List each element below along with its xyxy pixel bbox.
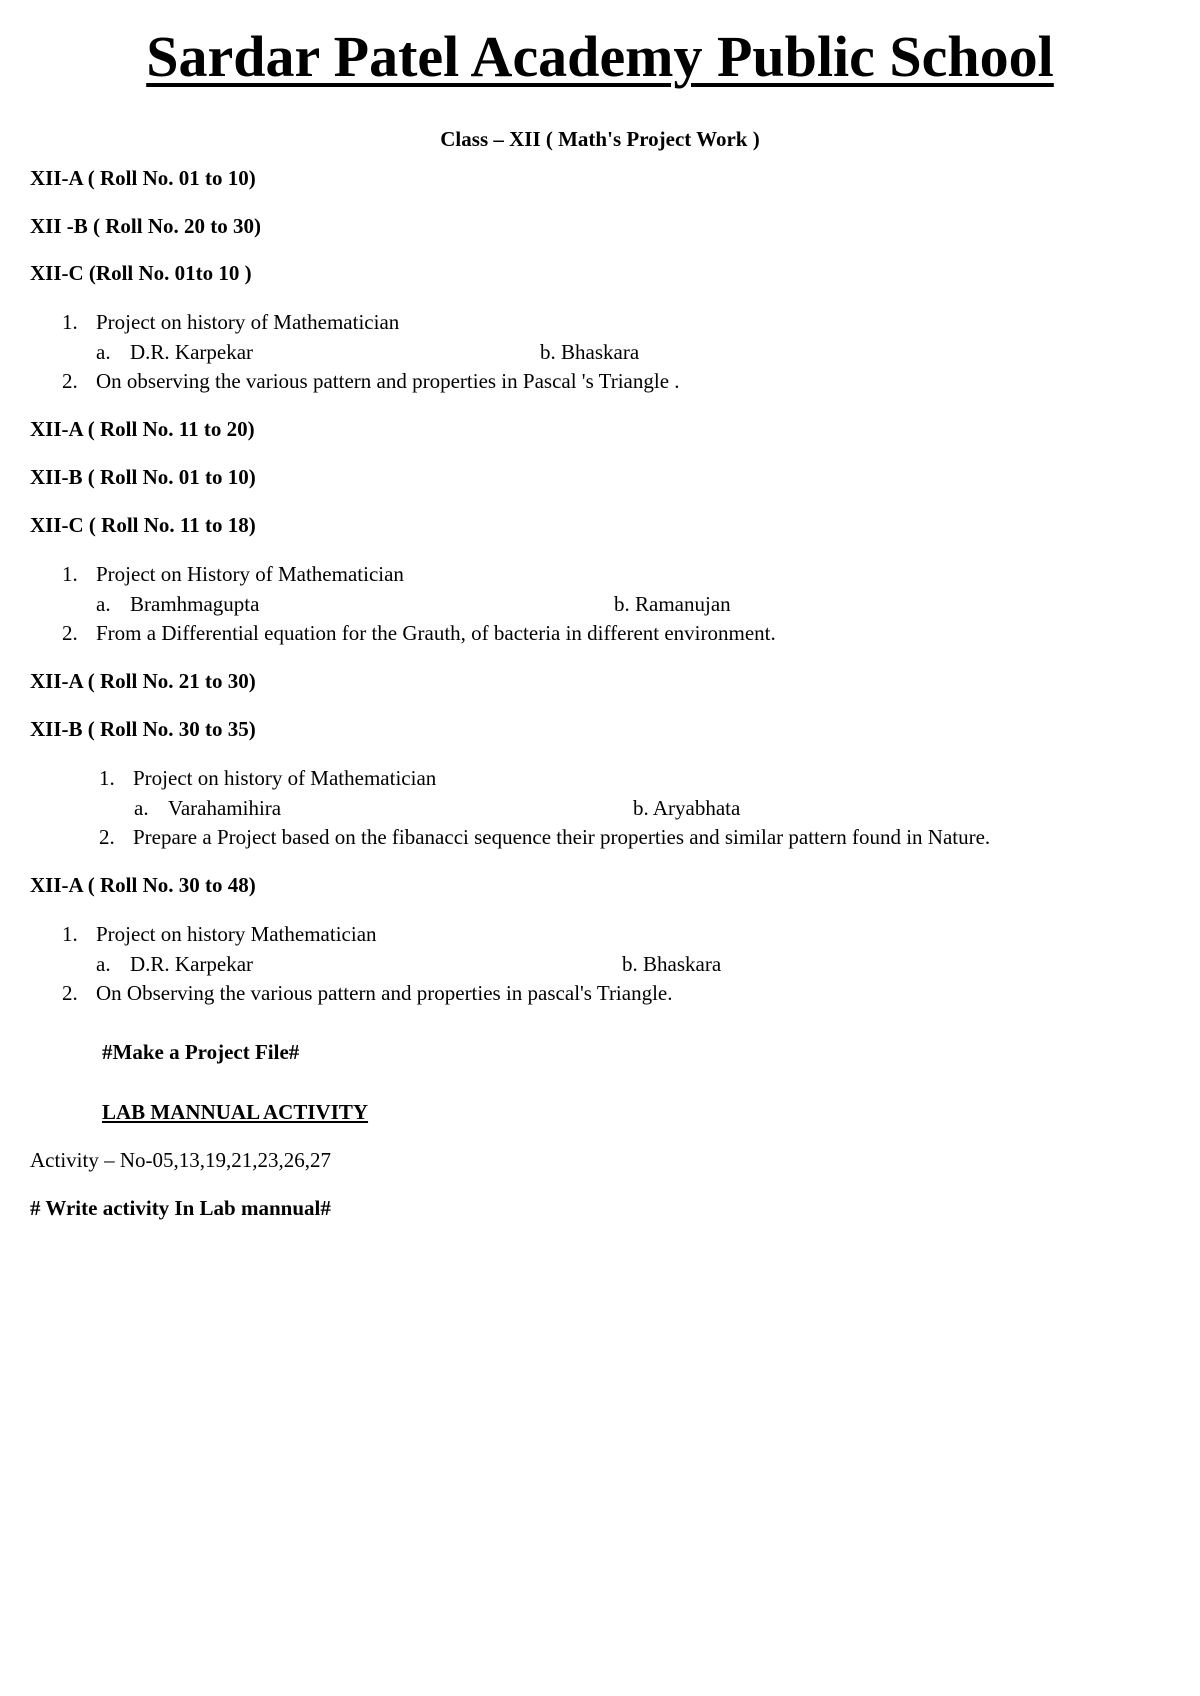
sub-item-letter: a.: [96, 592, 111, 616]
item-number: 2.: [99, 825, 115, 849]
group-heading: XII -B ( Roll No. 20 to 30): [30, 214, 261, 238]
group-heading: XII-B ( Roll No. 30 to 35): [30, 717, 256, 741]
list-item: [62, 310, 399, 335]
sub-item-b: b. Bhaskara: [540, 340, 640, 364]
item-text: On observing the various pattern and properties in Pascal 's Triangle .: [96, 369, 680, 393]
list-item: [62, 369, 680, 394]
item-text: Prepare a Project based on the fibanacci sequence their properties and similar pattern found in Nature.: [133, 825, 991, 849]
group-heading: XII-C ( Roll No. 11 to 18): [30, 513, 256, 537]
group-heading: XII-C (Roll No. 01to 10 ): [30, 261, 252, 285]
sub-item-a: [96, 592, 259, 617]
sub-item-text: D.R. Karpekar: [130, 952, 254, 976]
sub-item-text: Bramhmagupta: [130, 592, 260, 616]
group-heading: XII-A ( Roll No. 21 to 30): [30, 669, 256, 693]
sub-item-letter: a.: [96, 340, 111, 364]
group-heading: XII-A ( Roll No. 01 to 10): [30, 166, 256, 190]
group-heading: XII-A ( Roll No. 11 to 20): [30, 417, 255, 441]
item-number: 2.: [62, 369, 78, 393]
sub-item-letter: a.: [96, 952, 111, 976]
sub-item-b: b. Ramanujan: [614, 592, 731, 616]
item-number: 1.: [62, 922, 78, 946]
item-number: 2.: [62, 981, 78, 1005]
list-item: [62, 562, 404, 587]
page-subtitle: Class – XII ( Math's Project Work ): [440, 127, 760, 151]
list-item: [62, 621, 776, 646]
sub-item-a: [96, 340, 253, 365]
list-item: [99, 766, 436, 791]
sub-item-a: [134, 796, 281, 821]
sub-item-b: b. Bhaskara: [622, 952, 722, 976]
lab-manual-heading: LAB MANNUAL ACTIVITY: [102, 1100, 369, 1124]
item-text: On Observing the various pattern and properties in pascal's Triangle.: [96, 981, 673, 1005]
lab-manual-note: # Write activity In Lab mannual#: [30, 1196, 331, 1220]
item-text: Project on history Mathematician: [96, 922, 377, 946]
list-item: [99, 825, 990, 850]
item-text: From a Differential equation for the Grauth, of bacteria in different environment.: [96, 621, 776, 645]
item-text: Project on History of Mathematician: [96, 562, 404, 586]
activity-line: Activity – No-05,13,19,21,23,26,27: [30, 1148, 331, 1172]
list-item: [62, 922, 377, 947]
group-heading: XII-A ( Roll No. 30 to 48): [30, 873, 256, 897]
sub-item-letter: a.: [134, 796, 149, 820]
item-text: Project on history of Mathematician: [133, 766, 437, 790]
item-number: 2.: [62, 621, 78, 645]
sub-item-text: Varahamihira: [168, 796, 282, 820]
item-number: 1.: [62, 310, 78, 334]
project-file-note: #Make a Project File#: [102, 1040, 300, 1064]
sub-item-a: [96, 952, 253, 977]
list-item: [62, 981, 673, 1006]
item-text: Project on history of Mathematician: [96, 310, 400, 334]
group-heading: XII-B ( Roll No. 01 to 10): [30, 465, 256, 489]
item-number: 1.: [99, 766, 115, 790]
sub-item-b: b. Aryabhata: [633, 796, 741, 820]
sub-item-text: D.R. Karpekar: [130, 340, 254, 364]
item-number: 1.: [62, 562, 78, 586]
school-title: Sardar Patel Academy Public School: [146, 24, 1054, 89]
